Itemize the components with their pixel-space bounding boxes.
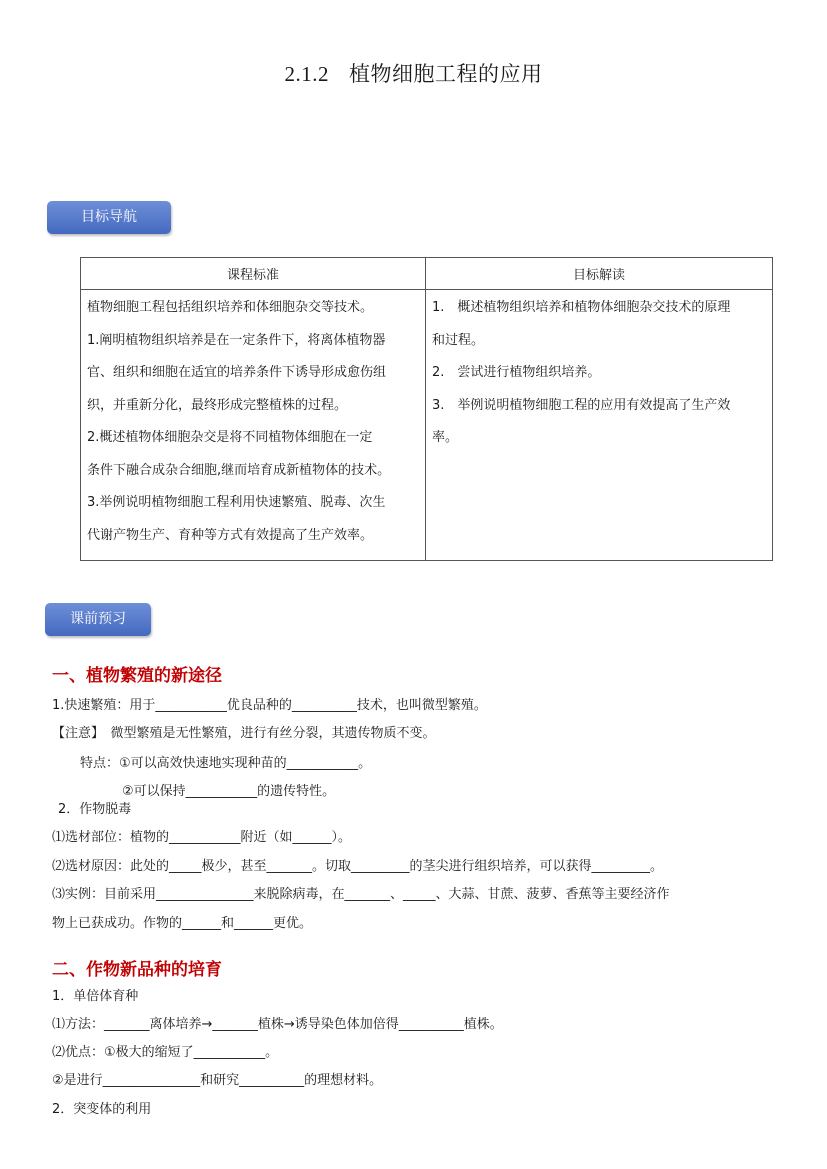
text-line: 1．单倍体育种: [52, 989, 139, 1004]
course-standard-cell: [81, 290, 426, 561]
text-line: 1.快速繁殖：用于___________优良品种的__________技术，也叫微型繁殖。: [52, 698, 487, 713]
text-line: ⑴选材部位：植物的___________附近（如______）。: [52, 830, 352, 845]
text-line: 特点：①可以高效快速地实现种苗的___________。: [80, 756, 372, 771]
goal-line: 3. 举例说明植物细胞工程的应用有效提高了生产效: [432, 397, 731, 413]
standard-line: 植物细胞工程包括组织培养和体细胞杂交等技术。: [87, 300, 374, 315]
preview-tag: 课前预习: [45, 603, 151, 636]
goal-line: 和过程。: [432, 332, 485, 348]
text-line: ⑵优点：①极大的缩短了___________。: [52, 1045, 279, 1060]
text-line: ②是进行_______________和研究__________的理想材料。: [52, 1073, 383, 1088]
text-line: 【注意】 微型繁殖是无性繁殖，进行有丝分裂，其遗传物质不变。: [52, 726, 436, 741]
text-line: ⑴方法：_______离体培养→_______植株→诱导染色体加倍得__________植株。: [52, 1017, 503, 1032]
text-line: 2．突变体的利用: [52, 1102, 152, 1117]
section-number: 2.1.2: [284, 62, 329, 86]
standards-table: [80, 257, 773, 561]
goal-nav-tag: 目标导航: [47, 201, 171, 234]
goal-interpretation-cell: [426, 290, 773, 561]
standard-line: 官、组织和细胞在适宜的培养条件下诱导形成愈伤组: [87, 365, 387, 380]
standard-line: 2.概述植物体细胞杂交是将不同植物体细胞在一定: [87, 430, 373, 445]
page-title: [0, 58, 827, 88]
text-line: ⑵选材原因：此处的_____极少，甚至_______。切取_________的茎尖进行组织培养，可以获得_________。: [52, 859, 664, 874]
header-course-standard: 课程标准: [81, 258, 426, 290]
standard-line: 3.举例说明植物细胞工程利用快速繁殖、脱毒、次生: [87, 495, 386, 510]
text-line: ⑶实例：目前采用_______________来脱除病毒，在_______、_____、大蒜、甘蔗、菠萝、香蕉等主要经济作: [52, 887, 670, 902]
goal-line: 2. 尝试进行植物组织培养。: [432, 365, 601, 380]
goal-line: 率。: [432, 430, 459, 445]
goal-line: 1. 概述植物组织培养和植物体细胞杂交技术的原理: [432, 300, 731, 315]
text-line: 2．作物脱毒: [58, 802, 132, 817]
text-line: ②可以保持___________的遗传特性。: [122, 784, 336, 799]
section-heading-1: 一、植物繁殖的新途径: [52, 666, 222, 686]
section-heading-2: 二、作物新品种的培育: [52, 960, 222, 980]
standard-line: 代谢产物生产、育种等方式有效提高了生产效率。: [87, 527, 374, 543]
standard-line: 条件下融合成杂合细胞,继而培育成新植物体的技术。: [87, 462, 391, 478]
title-text: 植物细胞工程的应用: [349, 62, 543, 86]
text-line: 物上已获成功。作物的______和______更优。: [52, 916, 313, 931]
standard-line: 织，并重新分化，最终形成完整植株的过程。: [87, 397, 348, 413]
header-goal-interpretation: 目标解读: [426, 258, 773, 290]
standard-line: 1.阐明植物组织培养是在一定条件下，将离体植物器: [87, 332, 386, 348]
